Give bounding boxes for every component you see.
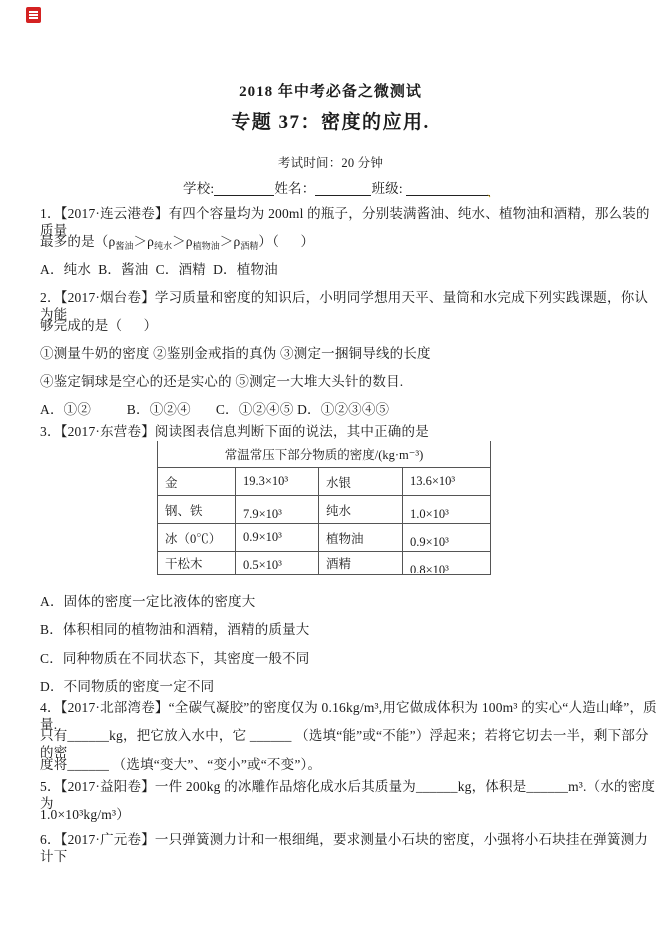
school-field-label: 学校: [183,181,215,196]
table-cell: 19.3×10³ [236,468,319,496]
table-cell: 植物油 [319,524,403,552]
question-3-line-1: 3．【2017·东营卷】阅读图表信息判断下面的说法，其中正确的是 [40,424,429,439]
student-info-line [183,180,490,197]
red-stamp-icon-lines [29,10,38,20]
stray-yellow-mark: 、 [487,187,498,199]
question-1-line-2 [40,233,314,255]
q1-subscript-oil: 植物油 [192,241,220,251]
table-cell: 金 [158,468,236,496]
exam-duration: 考试时间：20 分钟 [277,156,384,170]
table-cell: 纯水 [319,496,403,524]
q1-gt-2: ＞ρ [172,234,193,249]
table-cell: 干松木 [158,552,236,575]
question-2-options: A．①② B．①②④ C．①②④⑤ D．①②③④⑤ [40,402,390,417]
table-cell: 冰（0℃） [158,524,236,552]
class-field-label: 班级: [371,181,403,196]
table-cell: 13.6×10³ [403,468,491,496]
table-cell: 1.0×10³ [403,496,491,524]
table-row [158,468,491,496]
table-cell: 0.5×10³ [236,552,319,575]
q1-gt-3: ＞ρ [219,234,241,249]
name-blank [315,181,371,196]
question-2-line-1: 2．【2017·烟台卷】学习质量和密度的知识后，小明同学想用天平、量筒和水完成下列实践课题，你认为能 [40,290,649,322]
table-cell: 0.9×10³ [236,524,319,552]
density-table-caption-row [158,441,491,468]
question-3-option-a: A．固体的密度一定比液体的密度大 [40,594,256,609]
table-cell-clipped [403,552,491,575]
question-5-line-1: 5．【2017·益阳卷】一件 200kg 的冰雕作品熔化成水后其质量为______kg，体积是______m³.（水的密度为 [40,779,656,811]
question-3-option-b: B．体积相同的植物油和酒精，酒精的质量大 [40,622,310,637]
name-field-label: 姓名： [274,181,316,196]
question-4-line-3: 度将______ （选填“变大”、“变小”或“不变”）。 [40,757,322,772]
question-3-option-c: C．同种物质在不同状态下，其密度一般不同 [40,651,310,666]
page-subtitle: 专题 37：密度的应用. [231,112,430,133]
table-row [158,552,491,575]
table-row [158,524,491,552]
question-4-line-1: 4．【2017·北部湾卷】“全碳气凝胶”的密度仅为 0.16kg/m³,用它做成体积为 100m³ 的实心“人造山峰”，质量. [40,700,657,732]
table-cell: 7.9×10³ [236,496,319,524]
q1-gt-1: ＞ρ [133,234,155,249]
question-1-options: A．纯水 B．酱油 C．酒精 D．植物油 [40,262,278,277]
question-2-items-4-5: ④鉴定铜球是空心的还是实心的 ⑤测定一大堆大头针的数目. [40,374,404,389]
table-cell: 钢、铁 [158,496,236,524]
density-table [157,441,491,575]
table-cell: 酒精 [319,552,403,575]
q1-density-expr-post: ）（ ） [258,234,315,249]
table-cell: 0.9×10³ [403,524,491,552]
question-5-line-2: 1.0×10³kg/m³） [40,807,130,822]
question-2-items-1-3: ①测量牛奶的密度 ②鉴别金戒指的真伪 ③测定一捆铜导线的长度 [40,346,431,361]
q1-subscript-soy: 酱油 [115,241,134,251]
q1-subscript-water: 纯水 [154,241,173,251]
table-row [158,496,491,524]
q1-density-expr-pre: 最多的是（ρ [40,234,116,249]
school-blank [214,181,274,196]
table-cell: 水银 [319,468,403,496]
question-4-line-2: 只有______kg，把它放入水中，它 ______ （选填“能”或“不能”）浮起来；若将它切去一半，剩下部分的密 [40,728,649,760]
question-3-option-d: D．不同物质的密度一定不同 [40,679,215,694]
table-cell-clipped-value: 0.8×10³ [410,562,449,573]
class-blank [406,181,490,196]
question-2-line-2: 够完成的是（ ） [40,318,158,333]
q1-subscript-alcohol: 酒精 [240,241,259,251]
question-1-line-1: 1．【2017·连云港卷】有四个容量均为 200ml 的瓶子，分别装满酱油、纯水、植物油和酒精，那么装的质量 [40,206,650,238]
red-stamp-icon [26,7,41,23]
page-title: 2018 年中考必备之微测试 [239,84,422,100]
question-6-line-1: 6．【2017·广元卷】一只弹簧测力计和一根细绳，要求测量小石块的密度，小强将小石块挂在弹簧测力计下 [40,832,649,864]
density-table-caption: 常温常压下部分物质的密度/(kg·m⁻³) [158,441,491,468]
